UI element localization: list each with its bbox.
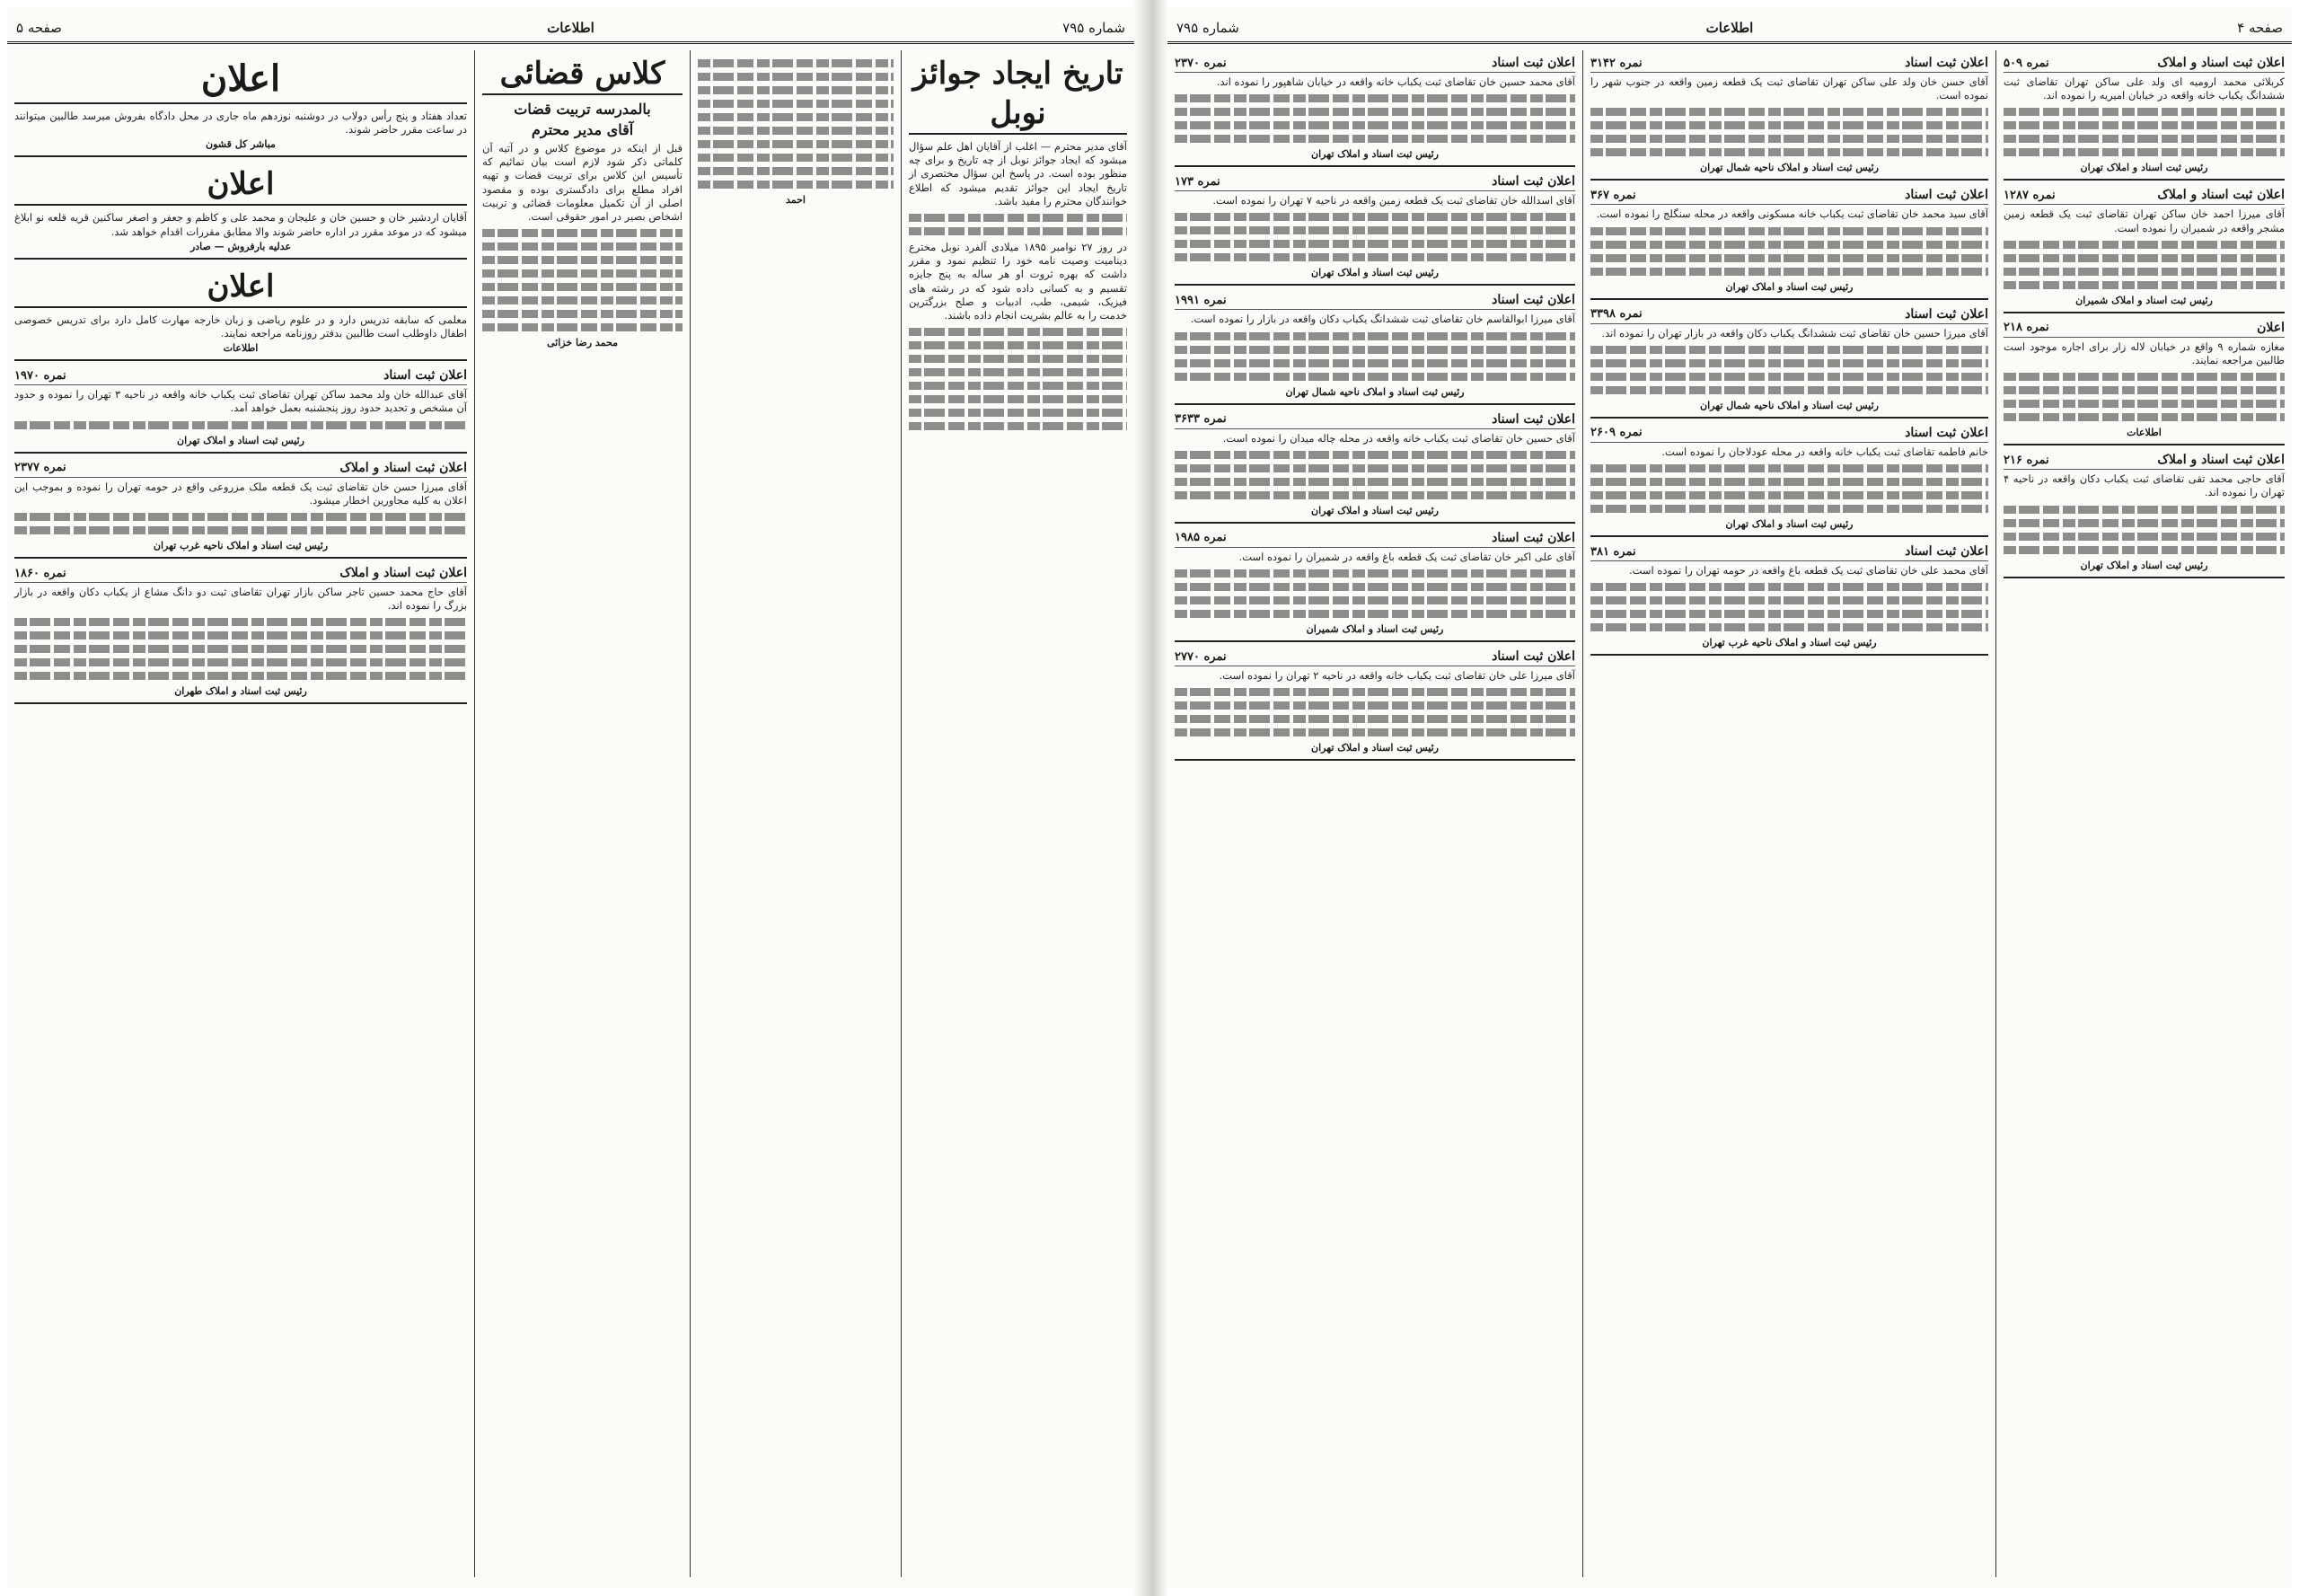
notice-heading: اعلان ثبت اسناد bbox=[1492, 649, 1575, 665]
notice-heading: اعلان ثبت اسناد bbox=[1492, 293, 1575, 308]
text-line bbox=[14, 631, 467, 639]
text-line bbox=[2004, 519, 2285, 527]
text-line bbox=[2004, 506, 2285, 514]
registration-notice bbox=[2004, 186, 2285, 313]
text-line bbox=[1175, 332, 1575, 340]
notice-number: نمره ۳۱۴۲ bbox=[1590, 56, 1643, 70]
text-line bbox=[1175, 240, 1575, 248]
notice-header bbox=[14, 461, 467, 478]
notice-heading: اعلان bbox=[2257, 320, 2285, 335]
text-line bbox=[1175, 478, 1575, 486]
notice-text: آقای علی اکبر خان تقاضای ثبت یک قطعه باغ واقعه در شمیران را نموده است. bbox=[1238, 550, 1575, 563]
registration-notice bbox=[1175, 54, 1575, 167]
notice-header bbox=[2004, 321, 2285, 338]
notice-number: نمره ۳۳۹۸ bbox=[1590, 307, 1643, 322]
class-article-signature: محمد رضا خزائی bbox=[547, 337, 618, 349]
notice-heading: اعلان ثبت اسناد و املاک bbox=[339, 460, 467, 475]
notice-number: نمره ۲۷۷۰ bbox=[1175, 649, 1227, 664]
notice-number: نمره ۲۱۶ bbox=[2004, 453, 2049, 467]
text-line bbox=[2004, 546, 2285, 554]
notice-elan-main bbox=[14, 54, 467, 157]
notice-number: نمره ۲۱۸ bbox=[2004, 321, 2049, 335]
notice-number: نمره ۲۶۰۹ bbox=[1590, 426, 1643, 440]
text-line bbox=[909, 214, 1127, 222]
right-newspaper-page bbox=[1167, 7, 2292, 1588]
registration-notice bbox=[2004, 54, 2285, 181]
ads-column-3 bbox=[1167, 50, 1582, 1577]
text-line bbox=[1175, 135, 1575, 143]
ads-column-1 bbox=[1995, 50, 2292, 1577]
text-line bbox=[909, 395, 1127, 403]
text-line bbox=[698, 86, 894, 94]
text-line bbox=[909, 355, 1127, 363]
class-article-subtitle: بالمدرسه تربیت قضات bbox=[514, 101, 651, 118]
text-line bbox=[698, 140, 894, 148]
notice-heading: اعلان ثبت اسناد bbox=[1492, 56, 1575, 70]
text-line bbox=[2004, 533, 2285, 541]
nobel-article-title: تاریخ ایجاد جوائز نوبل bbox=[909, 54, 1127, 135]
text-line bbox=[909, 409, 1127, 417]
text-line bbox=[14, 658, 467, 666]
text-line bbox=[482, 323, 683, 331]
notice-header bbox=[1590, 426, 1988, 443]
text-line bbox=[909, 368, 1127, 376]
notice-heading: اعلان ثبت اسناد bbox=[1492, 174, 1575, 190]
text-line bbox=[1175, 108, 1575, 116]
notice-signature: رئیس ثبت اسناد و املاک تهران bbox=[1311, 267, 1439, 279]
text-line bbox=[1175, 451, 1575, 459]
text-line bbox=[1175, 715, 1575, 723]
text-line bbox=[14, 672, 467, 680]
text-line bbox=[482, 242, 683, 251]
text-line bbox=[1175, 94, 1575, 102]
text-line bbox=[1590, 596, 1988, 604]
notice-header bbox=[14, 566, 467, 583]
text-line bbox=[1175, 226, 1575, 234]
text-line bbox=[482, 310, 683, 318]
notice-signature: رئیس ثبت اسناد و املاک شمیران bbox=[2075, 294, 2213, 306]
text-line bbox=[1175, 610, 1575, 618]
notice-text: آقای میرزا حسین خان تقاضای ثبت ششدانگ یکباب دکان واقعه در بازار تهران را نموده اند. bbox=[1601, 326, 1988, 339]
notice-text: آقای محمد حسین خان تقاضای ثبت یکباب خانه واقعه در خیابان شاهپور را نموده اند. bbox=[1216, 75, 1575, 88]
notice-signature: رئیس ثبت اسناد و املاک تهران bbox=[1725, 518, 1854, 531]
text-line bbox=[698, 73, 894, 81]
text-line bbox=[1590, 583, 1988, 591]
notice-number: نمره ۱۷۳ bbox=[1175, 174, 1220, 189]
registration-notice bbox=[14, 459, 467, 559]
text-line bbox=[1175, 688, 1575, 696]
notice-heading: اعلان ثبت اسناد و املاک bbox=[339, 566, 467, 581]
notice-header bbox=[1175, 412, 1575, 429]
text-line bbox=[698, 127, 894, 135]
text-line bbox=[1590, 254, 1988, 262]
notice-signature: اطلاعات bbox=[2127, 427, 2162, 439]
notice-number: نمره ۱۲۸۷ bbox=[2004, 188, 2056, 202]
notice-signature: رئیس ثبت اسناد و املاک تهران bbox=[1311, 148, 1439, 161]
text-line bbox=[1590, 268, 1988, 276]
text-line bbox=[2004, 400, 2285, 408]
page-number: صفحه ۴ bbox=[2237, 20, 2283, 36]
notice-text: آقای میرزا علی خان تقاضای ثبت یکباب خانه واقعه در ناحیه ۲ تهران را نموده است. bbox=[1219, 669, 1575, 683]
notice-number: نمره ۱۹۷۰ bbox=[14, 368, 66, 383]
notice-text: آقای اسدالله خان تقاضای ثبت یک قطعه زمین واقعه در ناحیه ۷ تهران را نموده است. bbox=[1212, 194, 1575, 207]
notice-title: اعلان bbox=[14, 267, 467, 308]
text-line bbox=[2004, 386, 2285, 394]
text-line bbox=[2004, 413, 2285, 421]
notice-header bbox=[2004, 188, 2285, 205]
notice-text: آقای محمد علی خان تقاضای ثبت یک قطعه باغ واقعه در حومه تهران را نموده است. bbox=[1628, 564, 1988, 578]
text-line bbox=[1175, 569, 1575, 578]
text-line bbox=[482, 229, 683, 237]
text-line bbox=[2004, 148, 2285, 156]
notice-title: اعلان bbox=[14, 164, 467, 206]
text-line bbox=[2004, 268, 2285, 276]
notice-number: نمره ۳۶۳۳ bbox=[1175, 412, 1227, 427]
notice-number: نمره ۳۶۷ bbox=[1590, 188, 1636, 202]
notice-header bbox=[2004, 453, 2285, 470]
nobel-article-section: در روز ۲۷ نوامبر ۱۸۹۵ میلادی آلفرد نوبل مخترع دینامیت وصیت نامه خود را تنظیم نمود و مقرر داشت که بهره ثروت او هر ساله به پنج جایزه تقسیم و به کسانی داده شود که در رشته های فیزیک، شیمی، طب، ادبیات و صلح بزرگترین خدمت را به عالم بشریت انجام داده باشند. bbox=[909, 241, 1128, 322]
text-line bbox=[2004, 108, 2285, 116]
text-line bbox=[909, 328, 1127, 336]
text-line bbox=[698, 154, 894, 162]
text-line bbox=[698, 181, 894, 189]
notice-header bbox=[1590, 544, 1988, 561]
notice-header bbox=[1175, 174, 1575, 191]
notice-number: نمره ۱۸۶۰ bbox=[14, 566, 66, 580]
text-line bbox=[1590, 623, 1988, 631]
text-line bbox=[1590, 135, 1988, 143]
notice-text: کربلائی محمد ارومیه ای ولد علی ساکن تهران تقاضای ثبت ششدانگ یکباب خانه واقعه در خیابان امیریه را نموده اند. bbox=[2004, 75, 2285, 102]
notice-header bbox=[1590, 56, 1988, 73]
text-line bbox=[909, 382, 1127, 390]
notice-header bbox=[1590, 188, 1988, 205]
notice-heading: اعلان ثبت اسناد bbox=[1905, 188, 1988, 203]
text-line bbox=[909, 227, 1127, 235]
registration-notice bbox=[1175, 172, 1575, 286]
notice-signature: رئیس ثبت اسناد و املاک تهران bbox=[1311, 504, 1439, 516]
notice-signature: رئیس ثبت اسناد و املاک طهران bbox=[174, 685, 307, 698]
text-line bbox=[1590, 346, 1988, 354]
text-line bbox=[698, 100, 894, 108]
notice-text: آقای میرزا احمد خان ساکن تهران تقاضای ثبت یک قطعه زمین مشجر واقعه در شمیران را نموده است. bbox=[2004, 207, 2285, 234]
notice-text: آقای حاج محمد حسین تاجر ساکن بازار تهران تقاضای ثبت دو دانگ مشاع از یکباب دکان واقعه در بازار بزرگ را نموده اند. bbox=[14, 586, 467, 613]
registration-notice bbox=[1590, 54, 1988, 181]
nobel-article-signature: احمد bbox=[786, 194, 806, 206]
registration-notice bbox=[1175, 291, 1575, 404]
notice-header bbox=[1175, 293, 1575, 310]
notice-heading: اعلان ثبت اسناد bbox=[1905, 544, 1988, 560]
class-article-title: کلاس قضائی bbox=[482, 54, 683, 95]
notice-text: آقای حاجی محمد تقی تقاضای ثبت یکباب دکان واقعه در ناحیه ۴ تهران را نموده اند. bbox=[2004, 472, 2285, 499]
registration-notice bbox=[2004, 451, 2285, 578]
text-line bbox=[1590, 464, 1988, 472]
text-line bbox=[14, 645, 467, 653]
newspaper-name: اطلاعات bbox=[547, 20, 595, 36]
notice-text: معلمی که سابقه تدریس دارد و در علوم ریاضی و زبان خارجه مهارت کامل دارد برای تدریس خصوصی اطفال داوطلب است طالبین بدفتر روزنامه مراجعه نمایند. bbox=[14, 313, 467, 340]
text-line bbox=[1590, 241, 1988, 249]
registration-notice bbox=[14, 366, 467, 453]
text-line bbox=[1590, 491, 1988, 499]
notice-text: آقای میرزا ابوالقاسم خان تقاضای ثبت ششدانگ یکباب دکان واقعه در بازار را نموده است. bbox=[1190, 313, 1575, 326]
left-masthead bbox=[7, 18, 1134, 44]
registration-notice bbox=[1175, 410, 1575, 524]
text-line bbox=[2004, 281, 2285, 289]
issue-number: شماره ۷۹۵ bbox=[1062, 20, 1125, 36]
class-article-column bbox=[474, 50, 690, 1577]
right-masthead bbox=[1167, 18, 2292, 44]
notice-text: تعداد هفتاد و پنج رأس دولاب در دوشنبه نوزدهم ماه جاری در محل دادگاه بفروش میرسد طالبین میتوانند در ساعت مقرر حاضر شوند. bbox=[14, 110, 467, 137]
registration-notice bbox=[1590, 305, 1988, 419]
newspaper-name: اطلاعات bbox=[1705, 20, 1754, 36]
notice-number: نمره ۵۰۹ bbox=[2004, 56, 2049, 70]
notice-signature: رئیس ثبت اسناد و املاک ناحیه شمال تهران bbox=[1285, 385, 1465, 398]
text-line bbox=[14, 421, 467, 429]
text-line bbox=[482, 269, 683, 278]
text-line bbox=[1590, 148, 1988, 156]
text-line bbox=[14, 526, 467, 534]
notice-number: نمره ۲۳۷۰ bbox=[1175, 56, 1227, 70]
notices-column bbox=[7, 50, 474, 1577]
text-line bbox=[698, 167, 894, 175]
notice-heading: اعلان ثبت اسناد bbox=[383, 368, 467, 384]
notice-signature: رئیس ثبت اسناد و املاک ناحیه شمال تهران bbox=[1700, 399, 1879, 411]
text-line bbox=[1590, 108, 1988, 116]
text-line bbox=[1175, 728, 1575, 736]
notice-header bbox=[2004, 56, 2285, 73]
text-line bbox=[1175, 701, 1575, 710]
ads-column-2 bbox=[1582, 50, 1995, 1577]
text-line bbox=[1175, 253, 1575, 261]
notice-heading: اعلان ثبت اسناد bbox=[1905, 56, 1988, 70]
notice-signature: رئیس ثبت اسناد و املاک تهران bbox=[1725, 280, 1854, 293]
notice-header bbox=[1175, 649, 1575, 666]
registration-notice bbox=[1590, 186, 1988, 299]
notice-elan-2 bbox=[14, 163, 467, 259]
book-gutter bbox=[1134, 0, 1167, 1596]
text-line bbox=[1590, 478, 1988, 486]
registration-notice bbox=[1590, 542, 1988, 656]
notice-signature: رئیس ثبت اسناد و املاک ناحیه غرب تهران bbox=[153, 540, 329, 552]
text-line bbox=[1175, 359, 1575, 367]
notice-heading: اعلان ثبت اسناد و املاک bbox=[2157, 56, 2285, 70]
left-newspaper-page bbox=[7, 7, 1134, 1588]
notice-header bbox=[1175, 531, 1575, 548]
notice-heading: اعلان ثبت اسناد و املاک bbox=[2157, 188, 2285, 203]
text-line bbox=[482, 256, 683, 264]
text-line bbox=[1590, 386, 1988, 394]
notice-signature: رئیس ثبت اسناد و املاک تهران bbox=[177, 434, 304, 446]
notice-text: آقایان اردشیر خان و حسین خان و علیجان و محمد علی و کاظم و جعفر و اصغر ساکنین قریه قلعه نو ابلاغ میشود که در موعد مقرر در اداره حاضر شوند والا مطابق مقررات اقدام خواهد شد. bbox=[14, 211, 467, 238]
text-line bbox=[14, 513, 467, 521]
issue-number: شماره ۷۹۵ bbox=[1176, 20, 1239, 36]
notice-heading: اعلان ثبت اسناد bbox=[1492, 411, 1575, 427]
notice-title: اعلان bbox=[14, 56, 467, 104]
nobel-article-intro: آقای مدیر محترم — اغلب از آقایان اهل علم سؤال میشود که ایجاد جوائز نوبل از چه تاریخ و برای چه منظور بوده است. در پاسخ این سؤال مختصری از تاریخ ایجاد این جوائز تقدیم میشود که اطلاع خوانندگان محترم را مفید باشد. bbox=[909, 140, 1127, 207]
text-line bbox=[14, 618, 467, 626]
registration-notice bbox=[2004, 319, 2285, 445]
text-line bbox=[482, 283, 683, 291]
notice-header bbox=[14, 368, 467, 385]
notice-number: نمره ۱۹۸۵ bbox=[1175, 531, 1227, 545]
notice-number: نمره ۲۳۷۷ bbox=[14, 461, 66, 475]
text-line bbox=[1590, 121, 1988, 129]
notice-footer: عدلیه بارفروش — صادر bbox=[189, 240, 292, 252]
notice-signature: رئیس ثبت اسناد و املاک ناحیه غرب تهران bbox=[1702, 637, 1877, 649]
text-line bbox=[2004, 121, 2285, 129]
text-line bbox=[1590, 359, 1988, 367]
notice-heading: اعلان ثبت اسناد و املاک bbox=[2157, 453, 2285, 468]
notice-signature: رئیس ثبت اسناد و املاک ناحیه شمال تهران bbox=[1700, 162, 1879, 174]
text-line bbox=[1590, 505, 1988, 513]
nobel-column-right bbox=[901, 50, 1134, 1577]
notice-text: آقای حسین خان تقاضای ثبت یکباب خانه واقعه در محله چاله میدان را نموده است. bbox=[1222, 431, 1575, 445]
text-line bbox=[2004, 241, 2285, 249]
text-line bbox=[1175, 213, 1575, 221]
notice-heading: اعلان ثبت اسناد bbox=[1492, 530, 1575, 545]
notice-header bbox=[1590, 307, 1988, 324]
text-line bbox=[2004, 135, 2285, 143]
text-line bbox=[1175, 583, 1575, 591]
page-number: صفحه ۵ bbox=[16, 20, 62, 36]
notice-footer: مباشر کل قشون bbox=[206, 138, 276, 151]
text-line bbox=[1590, 610, 1988, 618]
text-line bbox=[1175, 373, 1575, 381]
notice-heading: اعلان ثبت اسناد bbox=[1905, 425, 1988, 440]
nobel-column-left bbox=[690, 50, 901, 1577]
class-article-text: قبل از اینکه در موضوع کلاس و در آتیه آن کلماتی ذکر شود لازم است بیان نمائیم که تأسیس این کلاس برای تربیت قضات و تهیه افراد مطلع برای دادگستری بوده و مقصود اصلی از آن تکمیل معلومات قضائی و تربیت اشخاص بصیر در امور حقوقی است. bbox=[482, 142, 683, 224]
notice-signature: رئیس ثبت اسناد و املاک تهران bbox=[2080, 162, 2208, 174]
text-line bbox=[1175, 596, 1575, 604]
notice-header bbox=[1175, 56, 1575, 73]
registration-notice bbox=[14, 564, 467, 704]
registration-notice bbox=[1175, 529, 1575, 642]
text-line bbox=[2004, 254, 2285, 262]
text-line bbox=[1590, 227, 1988, 235]
notice-signature: رئیس ثبت اسناد و املاک تهران bbox=[1311, 742, 1439, 754]
text-line bbox=[1175, 464, 1575, 472]
registration-notice bbox=[1175, 648, 1575, 761]
text-line bbox=[698, 59, 894, 67]
text-line bbox=[909, 422, 1127, 430]
notice-signature: رئیس ثبت اسناد و املاک تهران bbox=[2080, 559, 2208, 571]
notice-text: آقای سید محمد خان تقاضای ثبت یکباب خانه مسکونی واقعه در محله سنگلج را نموده است. bbox=[1596, 207, 1988, 221]
notice-text: مغازه شماره ۹ واقع در خیابان لاله زار برای اجاره موجود است طالبین مراجعه نمایند. bbox=[2004, 339, 2286, 367]
notice-text: آقای میرزا حسن خان تقاضای ثبت یک قطعه ملک مزروعی واقع در حومه تهران را نموده و بموجب این اعلان به کلیه مجاورین اخطار میشود. bbox=[14, 480, 467, 507]
notice-text: آقای حسن خان ولد علی ساکن تهران تقاضای ثبت یک قطعه زمین واقعه در جنوب شهر را نموده است. bbox=[1590, 75, 1988, 102]
notice-text: خانم فاطمه تقاضای ثبت یکباب خانه واقعه در محله عودلاجان را نموده است. bbox=[1661, 445, 1988, 458]
notice-text: آقای عبدالله خان ولد محمد ساکن تهران تقاضای ثبت یکباب خانه واقعه در ناحیه ۳ تهران را نموده و حدود آن مشخص و تحدید حدود روز پنجشنبه بعمل خواهد آمد. bbox=[14, 388, 468, 415]
text-line bbox=[2004, 373, 2285, 381]
notice-number: نمره ۱۹۹۱ bbox=[1175, 293, 1227, 307]
notice-footer: اطلاعات bbox=[223, 342, 259, 355]
registration-notice bbox=[1590, 424, 1988, 537]
text-line bbox=[1175, 121, 1575, 129]
notice-number: نمره ۳۸۱ bbox=[1590, 544, 1636, 559]
notice-signature: رئیس ثبت اسناد و املاک شمیران bbox=[1306, 623, 1444, 636]
notice-heading: اعلان ثبت اسناد bbox=[1905, 306, 1988, 322]
class-article-salutation: آقای مدیر محترم bbox=[531, 121, 634, 138]
notice-elan-3 bbox=[14, 265, 467, 361]
text-line bbox=[1590, 373, 1988, 381]
text-line bbox=[1175, 491, 1575, 499]
text-line bbox=[909, 341, 1127, 349]
text-line bbox=[482, 296, 683, 304]
text-line bbox=[698, 113, 894, 121]
text-line bbox=[1175, 346, 1575, 354]
